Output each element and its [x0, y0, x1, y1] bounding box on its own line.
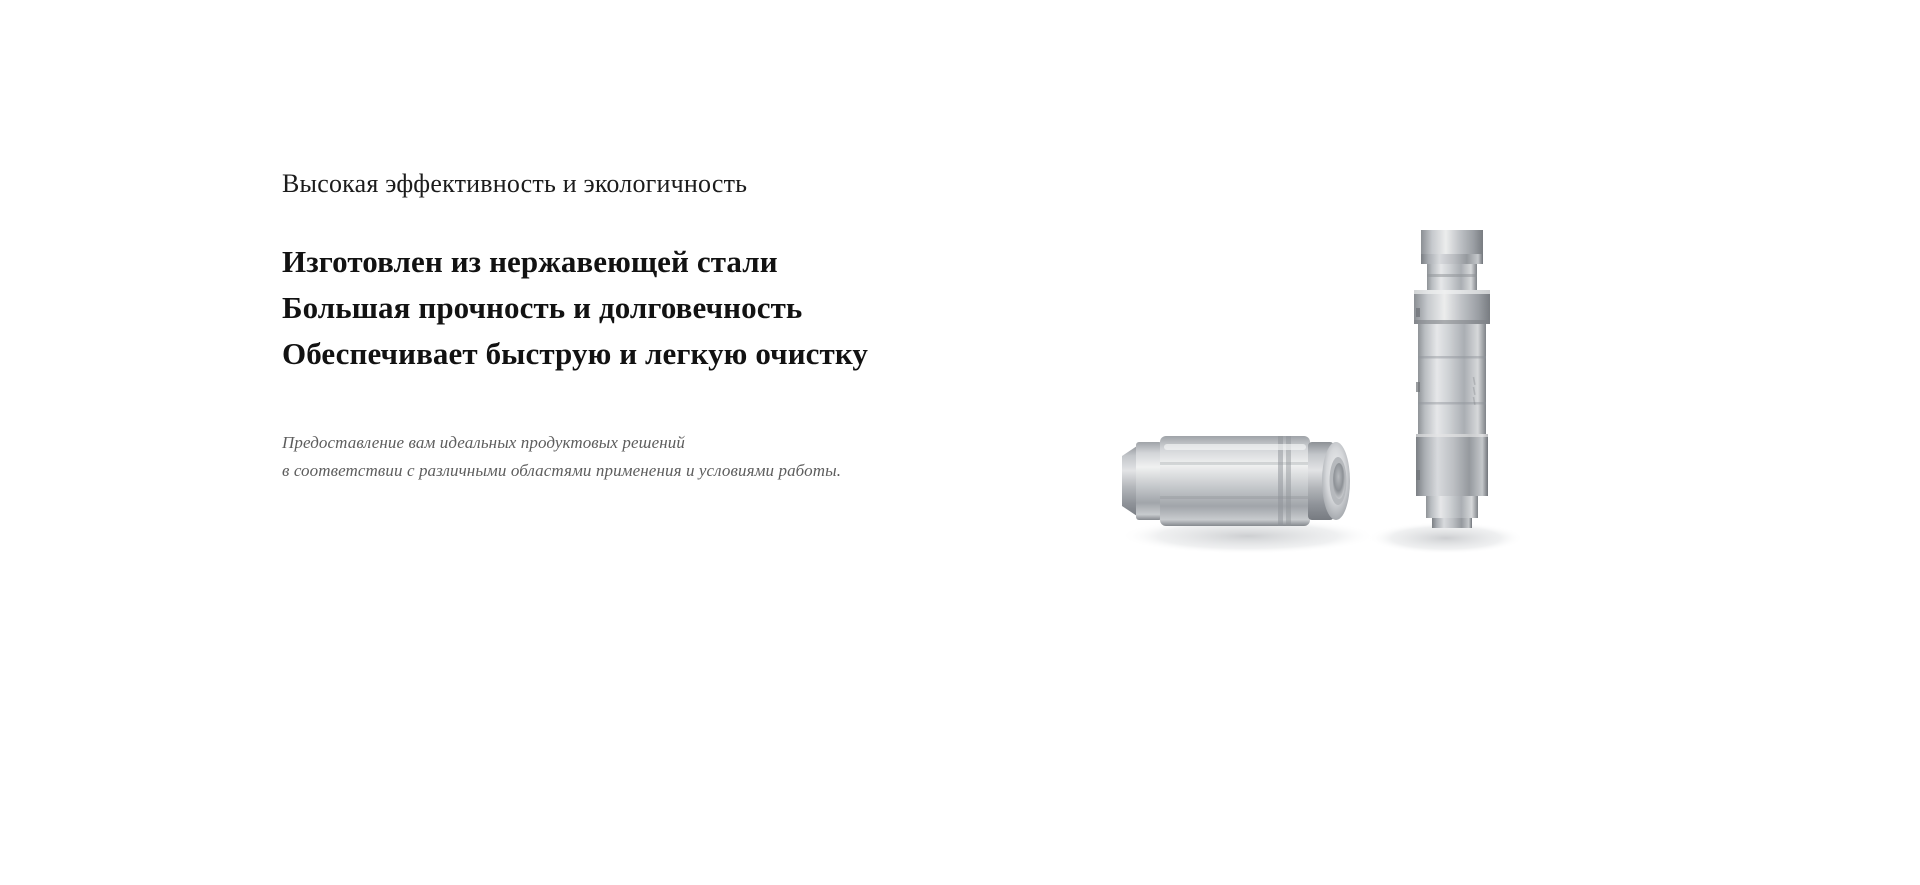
headline-line-2: Большая прочность и долговечность [282, 290, 803, 326]
banner-eyebrow: Высокая эффективность и экологичность [282, 169, 748, 198]
banner-subtext [282, 429, 1182, 485]
headline-line-1: Изготовлен из нержавеющей стали [282, 244, 778, 280]
subtext-line-1: Предоставление вам идеальных продуктовых решений [282, 432, 685, 452]
banner-headline [282, 239, 1182, 377]
headline-line-3: Обеспечивает быструю и легкую очистку [282, 335, 868, 371]
product-image [1080, 230, 1600, 680]
subtext-line-2: в соответствии с различными областями применения и условиями работы. [282, 460, 842, 480]
banner-text-block [282, 168, 1182, 485]
